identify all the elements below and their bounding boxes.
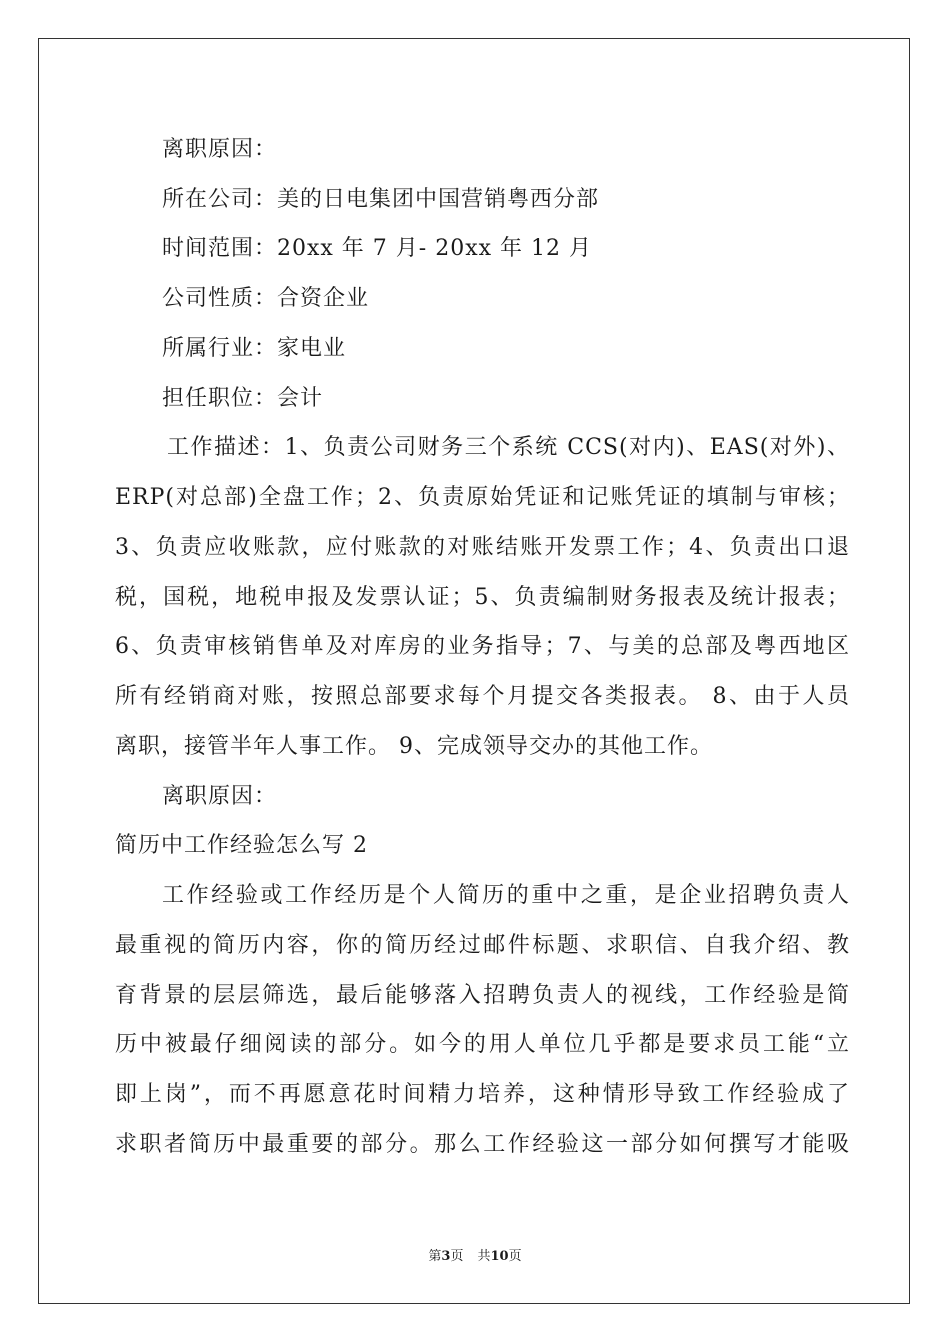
text-line: 工作描述：1、负责公司财务三个系统 CCS(对内)、EAS(对外)、	[167, 435, 850, 460]
text-line: 最重视的简历内容，你的简历经过邮件标题、求职信、自我介绍、教	[115, 933, 850, 958]
text-line: 6、负责审核销售单及对库房的业务指导；7、与美的总部及粤西地区	[115, 634, 850, 659]
text-line: 所在公司：美的日电集团中国营销粤西分部	[162, 187, 600, 212]
text-line: 担任职位：会计	[162, 386, 324, 411]
text-line: 离职，接管半年人事工作。 9、完成领导交办的其他工作。	[115, 734, 713, 759]
text-line: 时间范围：20xx 年 7 月- 20xx 年 12 月	[162, 236, 592, 261]
text-line: 所有经销商对账，按照总部要求每个月提交各类报表。 8、由于人员	[115, 684, 850, 709]
footer-total-prefix: 共	[477, 1249, 491, 1264]
text-line: 离职原因：	[162, 784, 278, 809]
text-line: 育背景的层层筛选，最后能够落入招聘负责人的视线，工作经验是简	[115, 983, 850, 1008]
footer-page-suffix: 页	[450, 1249, 464, 1264]
text-line: 3、负责应收账款，应付账款的对账结账开发票工作；4、负责出口退	[115, 535, 850, 560]
page-footer	[0, 1248, 950, 1266]
text-line: 求职者简历中最重要的部分。那么工作经验这一部分如何撰写才能吸	[115, 1132, 850, 1157]
section-heading: 简历中工作经验怎么写 2	[115, 833, 368, 858]
footer-page-number: 3	[441, 1249, 451, 1264]
text-line: 所属行业：家电业	[162, 336, 347, 361]
text-line: 离职原因：	[162, 137, 278, 162]
footer-page-prefix: 第	[428, 1249, 442, 1264]
text-line: 工作经验或工作经历是个人简历的重中之重，是企业招聘负责人	[162, 883, 850, 908]
footer-total-suffix: 页	[508, 1249, 522, 1264]
text-line: ERP(对总部)全盘工作；2、负责原始凭证和记账凭证的填制与审核；	[115, 485, 850, 510]
text-line: 税，国税，地税申报及发票认证；5、负责编制财务报表及统计报表；	[115, 585, 850, 610]
footer-total-number: 10	[490, 1249, 509, 1264]
text-line: 历中被最仔细阅读的部分。如今的用人单位几乎都是要求员工能“立	[115, 1032, 850, 1057]
text-line: 公司性质：合资企业	[162, 286, 370, 311]
text-line: 即上岗”，而不再愿意花时间精力培养，这种情形导致工作经验成了	[115, 1082, 850, 1107]
page-border	[38, 38, 910, 1304]
